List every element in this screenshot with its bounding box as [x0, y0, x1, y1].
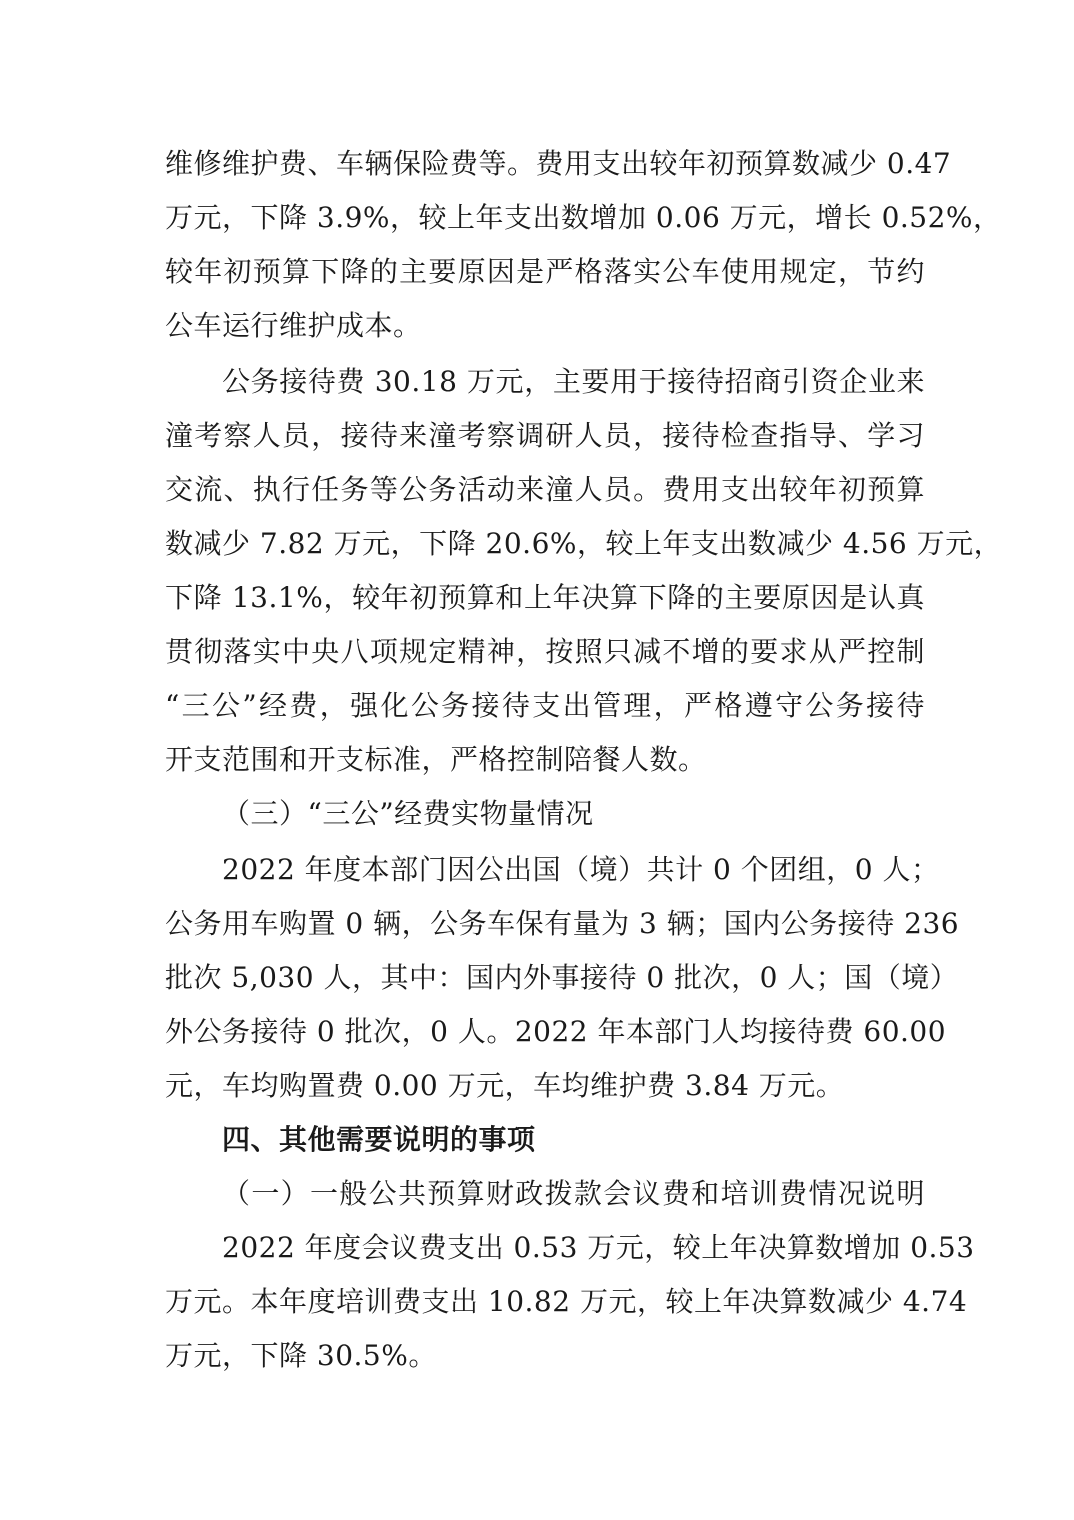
paragraph-first-line: 2022 年度会议费支出 0.53 万元，较上年决算数增加 0.53 [222, 1231, 975, 1264]
text-line: 公务用车购置 0 辆，公务车保有量为 3 辆；国内公务接待 236 [165, 907, 960, 940]
text-line: 下降 13.1%，较年初预算和上年决算下降的主要原因是认真 [165, 581, 925, 614]
text-line: 批次 5,030 人，其中：国内外事接待 0 批次，0 人；国（境） [165, 961, 959, 994]
text-line: 元，车均购置费 0.00 万元，车均维护费 3.84 万元。 [165, 1069, 845, 1102]
text-line: 万元，下降 3.9%，较上年支出数增加 0.06 万元，增长 0.52%， [165, 201, 1002, 234]
subsection-heading: （一）一般公共预算财政拨款会议费和培训费情况说明 [222, 1177, 925, 1210]
paragraph-first-line: 公务接待费 30.18 万元，主要用于接待招商引资企业来 [222, 365, 925, 398]
text-line: 较年初预算下降的主要原因是严格落实公车使用规定，节约 [165, 255, 925, 288]
text-line: 维修维护费、车辆保险费等。费用支出较年初预算数减少 0.47 [165, 147, 952, 180]
text-line: 贯彻落实中央八项规定精神，按照只减不增的要求从严控制 [165, 635, 925, 668]
subsection-heading: （三）“三公”经费实物量情况 [222, 797, 594, 830]
text-line: 交流、执行任务等公务活动来潼人员。费用支出较年初预算 [165, 473, 925, 506]
text-line: “三公”经费，强化公务接待支出管理，严格遵守公务接待 [165, 689, 925, 722]
text-line: 外公务接待 0 批次，0 人。2022 年本部门人均接待费 60.00 [165, 1015, 947, 1048]
text-line: 开支范围和开支标准，严格控制陪餐人数。 [165, 743, 707, 776]
text-line: 万元，下降 30.5%。 [165, 1339, 437, 1372]
section-heading: 四、其他需要说明的事项 [222, 1123, 536, 1156]
paragraph-first-line: 2022 年度本部门因公出国（境）共计 0 个团组，0 人； [222, 853, 940, 886]
text-line: 公车运行维护成本。 [165, 309, 422, 342]
text-line: 数减少 7.82 万元，下降 20.6%，较上年支出数减少 4.56 万元， [165, 527, 1003, 560]
text-line: 潼考察人员，接待来潼考察调研人员，接待检查指导、学习 [165, 419, 925, 452]
text-line: 万元。本年度培训费支出 10.82 万元，较上年决算数减少 4.74 [165, 1285, 968, 1318]
